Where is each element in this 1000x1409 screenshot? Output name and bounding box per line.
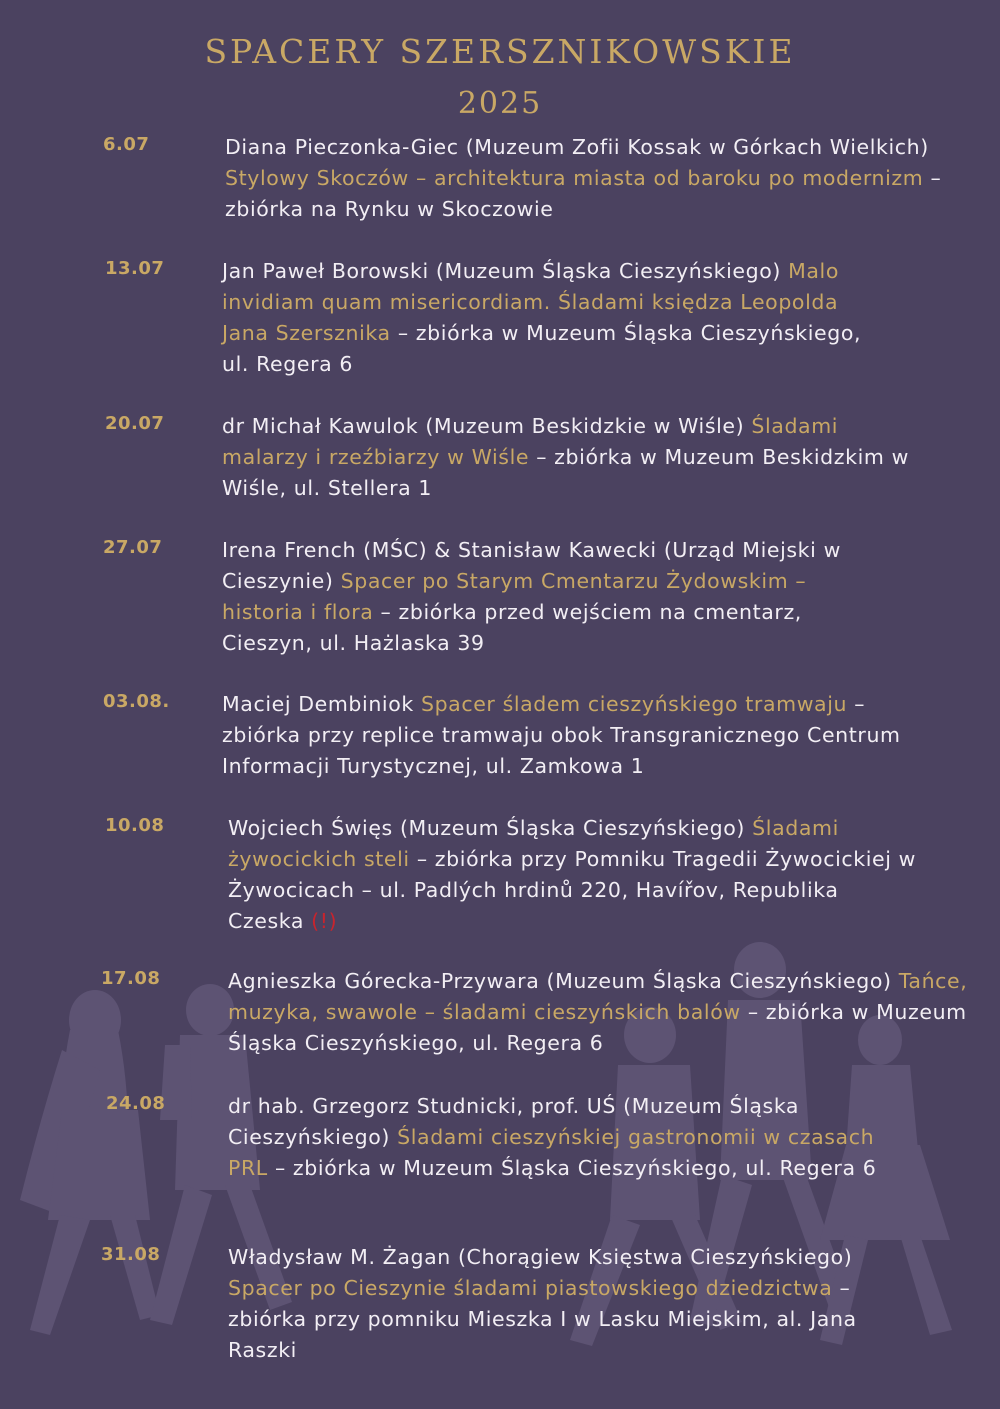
event-title: Śladami cieszyńskiej gastronomii w czasach PRL — [228, 1125, 875, 1180]
event-description — [228, 1242, 928, 1366]
warning-note: (!) — [311, 909, 338, 933]
event-speaker: dr hab. Grzegorz Studnicki, prof. UŚ (Muzeum Śląska Cieszyńskiego) — [228, 1094, 800, 1149]
event-title: Spacer po Starym Cmentarzu Żydowskim – historia i flora — [222, 569, 807, 624]
event-date: 10.08 — [105, 815, 165, 836]
event-meeting-point: – zbiórka w Muzeum Śląska Cieszyńskiego, ul. Regera 6 — [274, 1156, 877, 1180]
event-speaker: Diana Pieczonka-Giec (Muzeum Zofii Kossak w Górkach Wielkich) — [225, 135, 929, 159]
event-date: 03.08. — [103, 691, 170, 712]
event-date: 20.07 — [105, 413, 165, 434]
event-speaker: Maciej Dembiniok — [222, 692, 414, 716]
event-description — [222, 411, 912, 504]
event-description — [228, 813, 918, 937]
event-description — [222, 535, 872, 659]
event-description — [225, 132, 945, 225]
event-title: Spacer śladem cieszyńskiego tramwaju — [420, 692, 848, 716]
event-meeting-point: – zbiórka w Muzeum Śląska Cieszyńskiego, ul. Regera 6 — [228, 1000, 967, 1055]
event-title: Stylowy Skoczów – architektura miasta od baroku po modernizm — [225, 166, 924, 190]
event-description — [228, 966, 968, 1059]
event-description — [222, 256, 862, 380]
event-description — [228, 1091, 908, 1184]
event-speaker: dr Michał Kawulok (Muzeum Beskidzkie w Wiśle) — [222, 414, 745, 438]
event-title: Śladami żywocickich steli — [228, 816, 839, 871]
event-date: 27.07 — [103, 537, 163, 558]
year-label: 2025 — [457, 86, 543, 121]
event-title: Tańce, muzyka, swawole – śladami cieszyńskich balów — [228, 969, 968, 1024]
event-date: 24.08 — [106, 1093, 166, 1114]
event-meeting-point: – zbiórka przed wejściem na cmentarz, Cieszyn, ul. Hażlaska 39 — [222, 600, 802, 655]
page-title: SPACERY SZERSZNIKOWSKIE — [204, 32, 796, 71]
event-speaker: Władysław M. Żagan (Chorągiew Księstwa Cieszyńskiego) — [228, 1245, 853, 1269]
silhouette-woman-left — [20, 990, 160, 1335]
event-date: 13.07 — [105, 258, 165, 279]
event-date: 17.08 — [101, 968, 161, 989]
event-title: Śladami malarzy i rzeźbiarzy w Wiśle — [222, 414, 839, 469]
event-speaker: Agnieszka Górecka-Przywara (Muzeum Śląska Cieszyńskiego) — [228, 969, 892, 993]
event-title: Malo invidiam quam misericordiam. Śladami księdza Leopolda Jana Szersznika — [222, 259, 839, 345]
event-meeting-point: – zbiórka przy replice tramwaju obok Transgranicznego Centrum Informacji Turystycznej, ul. Zamkowa 1 — [222, 692, 901, 778]
event-description — [222, 689, 902, 782]
event-meeting-point: – zbiórka na Rynku w Skoczowie — [225, 166, 942, 221]
event-date: 6.07 — [103, 134, 150, 155]
event-date: 31.08 — [101, 1244, 161, 1265]
event-meeting-point: – zbiórka w Muzeum Beskidzkim w Wiśle, ul. Stellera 1 — [222, 445, 909, 500]
event-meeting-point: – zbiórka przy pomniku Mieszka I w Lasku Miejskim, al. Jana Raszki — [228, 1276, 857, 1362]
event-meeting-point: – zbiórka przy Pomniku Tragedii Żywocickiej w Żywocicach – ul. Padlých hrdinů 220, Havířov, Republika Czeska — [228, 847, 916, 933]
event-speaker: Jan Paweł Borowski (Muzeum Śląska Cieszyńskiego) — [222, 259, 781, 283]
event-speaker: Irena French (MŚC) & Stanisław Kawecki (Urząd Miejski w Cieszynie) — [222, 538, 841, 593]
event-meeting-point: – zbiórka w Muzeum Śląska Cieszyńskiego, ul. Regera 6 — [222, 321, 862, 376]
event-title: Spacer po Cieszynie śladami piastowskiego dziedzictwa — [228, 1276, 833, 1300]
event-speaker: Wojciech Święs (Muzeum Śląska Cieszyńskiego) — [228, 816, 746, 840]
